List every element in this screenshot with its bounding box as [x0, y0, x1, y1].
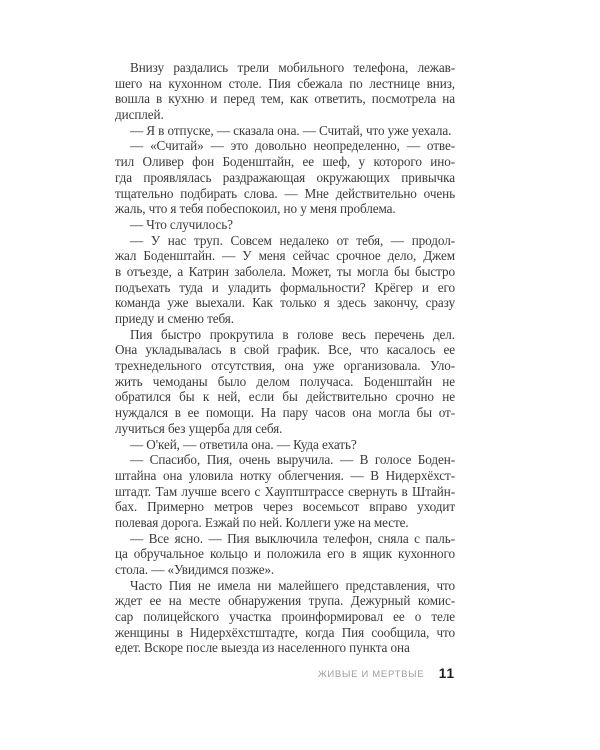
text-line: подъехать туда и уладить формальности? Крёгер и его [115, 279, 455, 295]
paragraph [115, 327, 455, 437]
text-line: дисплей. [115, 107, 164, 123]
text-line: обратился бы к ней, если бы действительно срочно не [115, 389, 455, 405]
paragraph [115, 60, 455, 123]
text-line: Пия быстро прокрутила в голове весь перечень дел. [130, 326, 455, 342]
paragraph [115, 123, 455, 139]
paragraph [115, 138, 455, 216]
text-line: — Что случилось? [130, 216, 233, 232]
text-line: полевая дорога. Езжай по ней. Коллеги уже на месте. [115, 514, 409, 530]
text-line: жить чемоданы было делом получаса. Боденштайн не [115, 373, 455, 389]
text-line: лучиться без ущерба для себя. [115, 420, 283, 436]
text-line: жал Боденштайн. — У меня сейчас срочное дело, Джем [115, 248, 455, 264]
text-line: — «Считай» — это довольно неопределенно, — отве- [130, 138, 455, 154]
paragraph [115, 437, 455, 453]
running-title: ЖИВЫЕ И МЕРТВЫЕ [317, 669, 425, 680]
text-line: шего на кухонном столе. Пия сбежала по лестнице вниз, [115, 75, 455, 91]
paragraph [115, 531, 455, 578]
text-line: — О'кей, — ответила она. — Куда ехать? [130, 436, 357, 452]
paragraph [115, 452, 455, 530]
text-line: Внизу раздались трели мобильного телефона, лежав- [130, 60, 455, 75]
text-line: ждет ее на месте обнаружения трупа. Дежурный комис- [115, 593, 455, 609]
page-footer [115, 665, 455, 683]
text-line: команда уже выехали. Как только я здесь закончу, сразу [115, 295, 455, 311]
text-line: гда проявлялась раздражающая окружающих привычка [115, 169, 455, 185]
page-number: 11 [438, 666, 455, 681]
text-line: Часто Пия не имела ни малейшего представления, что [130, 577, 455, 593]
text-line: стола. — «Увидимся позже». [115, 562, 275, 577]
text-line: тил Оливер фон Боденштайн, ее шеф, у которого ино- [115, 154, 455, 170]
paragraph [115, 217, 455, 233]
text-line: жаль, что я тебя побеспокоил, но у меня проблема. [115, 201, 396, 217]
text-line: женщины в Нидерхёхстштадте, когда Пия сообщила, что [115, 624, 455, 640]
text-line: — Я в отпуске, — сказала она. — Считай, что уже уехала. [130, 122, 452, 138]
paragraph [115, 578, 455, 656]
text-line: приеду и сменю тебя. [115, 311, 234, 326]
paragraph [115, 233, 455, 327]
text-line: тщательно подбирать слова. — Мне действительно очень [115, 185, 455, 201]
text-line: вошла в кухню и перед тем, как ответить, посмотрела на [115, 91, 455, 107]
text-line: штадт. Там лучше всего с Хауптштрассе свернуть в Штайн- [115, 483, 455, 499]
text-line: ца обручальное кольцо и положила его в ящик кухонного [115, 546, 455, 562]
text-line: нуждался в ее помощи. На пару часов она могла бы от- [115, 405, 455, 421]
text-line: — Все ясно. — Пия выключила телефон, сняла с паль- [130, 530, 455, 546]
text-block [115, 60, 455, 656]
text-line: штайна она уловила нотку облегчения. — В Нидерхёхст- [115, 467, 455, 483]
text-line: трехнедельного отсутствия, она уже организовала. Уло- [115, 358, 455, 374]
text-line: в отъезде, а Катрин заболела. Может, ты могла бы быстро [115, 263, 455, 279]
text-line: сар полицейского участка проинформировал ее о теле [115, 609, 455, 625]
text-line: Она укладывалась в свой график. Все, что касалось ее [115, 342, 455, 358]
text-line: едет. Вскоре после выезда из населенного пункта она [115, 640, 410, 656]
text-line: бах. Примерно метров через восемьсот вправо уходит [115, 499, 455, 515]
text-line: — Спасибо, Пия, очень выручила. — В голосе Боден- [130, 452, 455, 468]
text-line: — У нас труп. Совсем недалеко от тебя, — продол- [130, 232, 455, 248]
